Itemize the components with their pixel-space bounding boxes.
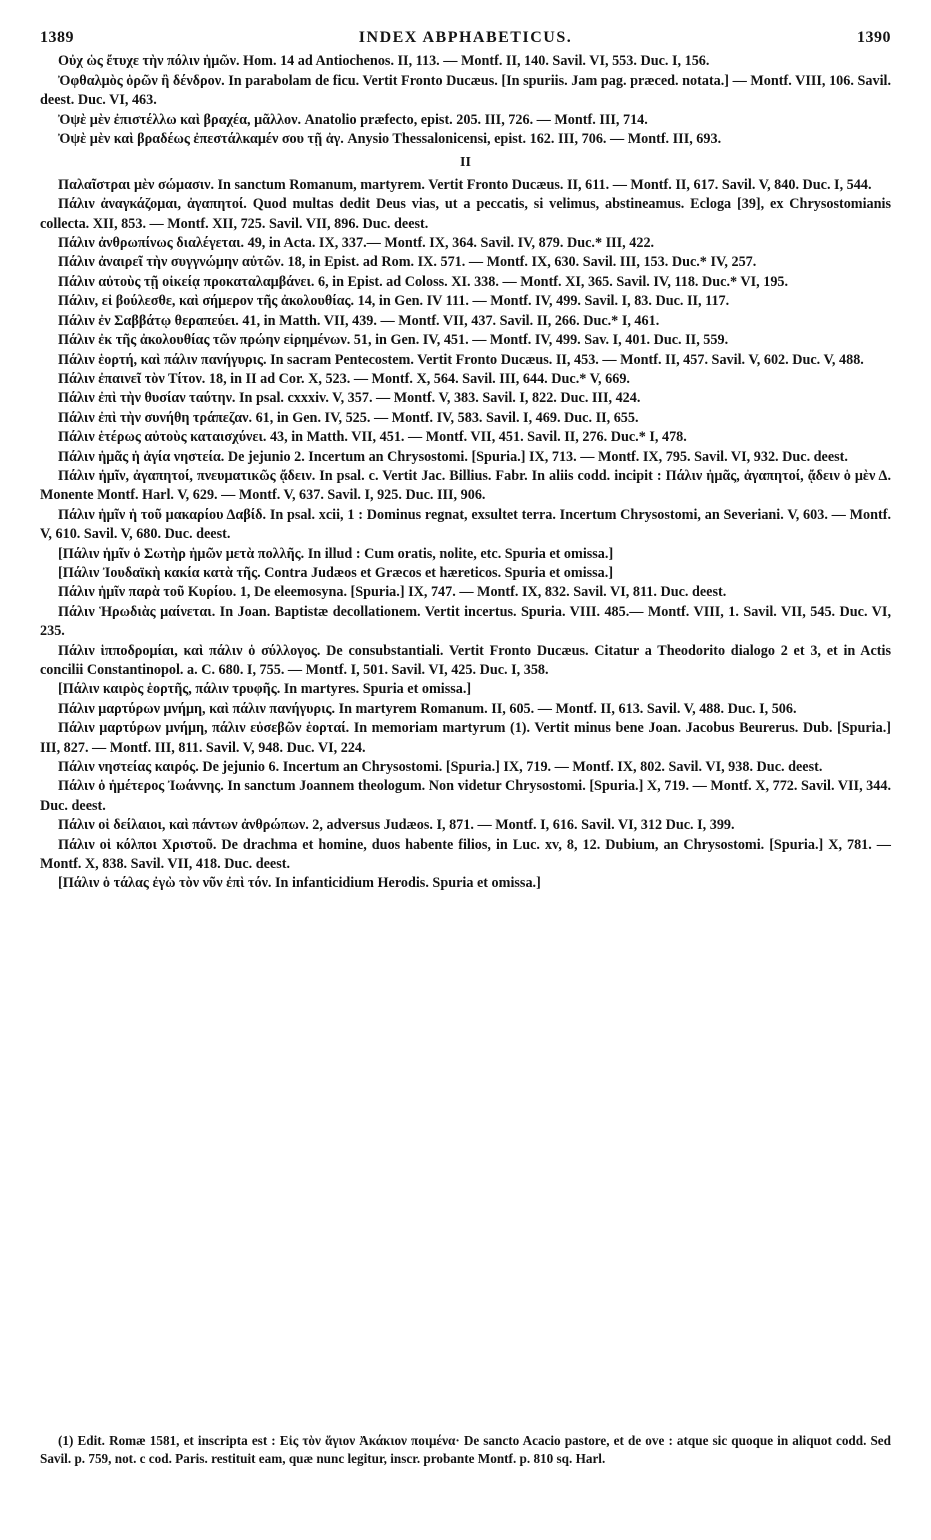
index-entry: [Πάλιν Ἰουδαϊκὴ κακία κατὰ τῆς. Contra Judæos et Græcos et hæreticos. Spuria et omissa.] [58, 564, 614, 581]
index-entry: Πάλιν ἐν Σαββάτῳ θεραπεύει. 41, in Matth. VII, 439. — Montf. VII, 437. Savil. II, 266. Duc.* I, 461. [58, 312, 660, 329]
index-entry: Πάλιν ἑτέρως αὐτοὺς καταισχύνει. 43, in Matth. VII, 451. — Montf. VII, 451. Savil. II, 276. Duc.* I, 478. [58, 429, 687, 446]
index-entry: Πάλιν ἑορτή, καὶ πάλιν πανήγυρις. In sacram Pentecostem. Vertit Fronto Ducæus. II, 453. — Montf. II, 457. Savil. V, 602. Duc. V, 488. [58, 351, 864, 368]
index-entry: Ὀφθαλμὸς ὁρῶν ἢ δένδρον. In parabolam de ficu. Vertit Fronto Ducæus. [In spuriis. Jam pag. præced. notata.] — Montf. VIII, 106. Savil. deest. Duc. VI, 463. [40, 72, 891, 109]
index-entry: Πάλιν ἡμῖν, ἀγαπητοί, πνευματικῶς ᾄδειν. In psal. c. Vertit Jac. Billius. Fabr. In aliis codd. incipit : Πάλιν ἡμᾶς, ἀγαπητοί, ᾄδειν ὁ μὲν Δ. Monente Montf. Harl. V, 629. — Montf. V, 637. Savil. I, 925. Duc. III, 906. [40, 467, 891, 504]
right-page-number: 1390 [857, 29, 891, 46]
left-page-number: 1389 [40, 29, 74, 46]
index-entry: Πάλιν ἐκ τῆς ἀκολουθίας τῶν πρώην εἰρημένων. 51, in Gen. IV, 451. — Montf. IV, 499. Sav. I, 401. Duc. II, 559. [58, 332, 729, 349]
page-title: INDEX ABPHABETICUS. [358, 29, 573, 46]
index-entry: Πάλιν μαρτύρων μνήμη, πάλιν εὐσεβῶν ἑορταί. In memoriam martyrum (1). Vertit minus bene Joan. Jacobus Beurerus. Dub. [Spuria.] III, 827. — Montf. III, 811. Savil. V, 948. Duc. VI, 224. [40, 720, 891, 756]
index-entry: Ὀψὲ μὲν καὶ βραδέως ἐπεστάλκαμέν σου τῇ ἀγ. Anysio Thessalonicensi, epist. 162. III, 706. — Montf. III, 693. [58, 131, 722, 148]
index-entry: Πάλιν ἀναιρεῖ τὴν συγγνώμην αὐτῶν. 18, in Epist. ad Rom. IX. 571. — Montf. IX, 630. Savil. III, 153. Duc.* IV, 257. [58, 254, 757, 271]
index-entry: Πάλιν οἱ δείλαιοι, καὶ πάντων ἀνθρώπων. 2, adversus Judæos. I, 871. — Montf. I, 616. Savil. VI, 312 Duc. I, 399. [58, 817, 735, 834]
index-entry: Πάλιν νηστείας καιρός. De jejunio 6. Incertum an Chrysostomi. [Spuria.] IX, 719. — Montf. IX, 802. Savil. VI, 938. Duc. deest. [58, 759, 823, 776]
index-entry: Πάλιν ἡμᾶς ἡ ἁγία νηστεία. De jejunio 2. Incertum an Chrysostomi. [Spuria.] IX, 713. — Montf. IX, 795. Savil. VI, 932. Duc. deest. [58, 448, 848, 465]
index-entry: Παλαῖστραι μὲν σώμασιν. In sanctum Romanum, martyrem. Vertit Fronto Ducæus. II, 611. — Montf. II, 617. Savil. V, 840. Duc. I, 544. [58, 176, 872, 193]
index-entry: [Πάλιν καιρὸς ἑορτῆς, πάλιν τρυφῆς. In martyres. Spuria et omissa.] [58, 681, 472, 698]
index-entry: Πάλιν ἐπὶ τὴν θυσίαν ταύτην. In psal. cxxxiv. V, 357. — Montf. V, 383. Savil. I, 822. Duc. III, 424. [58, 390, 641, 407]
index-entry: Πάλιν ἀνθρωπίνως διαλέγεται. 49, in Acta. IX, 337.— Montf. IX, 364. Savil. IV, 879. Duc.* III, 422. [58, 235, 655, 252]
index-entry: Πάλιν ἡμῖν παρὰ τοῦ Κυρίου. 1, De eleemosyna. [Spuria.] IX, 747. — Montf. IX, 832. Savil. VI, 811. Duc. deest. [58, 584, 727, 601]
entries-after-section [40, 176, 891, 894]
index-entry: Οὐχ ὡς ἔτυχε τὴν πόλιν ἡμῶν. Hom. 14 ad Antiochenos. II, 113. — Montf. II, 140. Savil. VI, 553. Duc. I, 156. [58, 53, 710, 70]
footnote: (1) Edit. Romæ 1581, et inscripta est : Εἰς τὸν ἅγιον Ἀκάκιον ποιμένα· De sancto Acacio pastore, et de ove : atque sic quoque in aliquot codd. Sed Savil. p. 759, not. c cod. Paris. restituit eam, quæ nunc legitur, inscr. probante Montf. p. 810 sq. Harl. [40, 1433, 891, 1466]
index-entry: Πάλιν Ἡρωδιὰς μαίνεται. In Joan. Baptistæ decollationem. Vertit incertus. Spuria. VIII. 485.— Montf. VIII, 1. Savil. VII, 545. Duc. VI, 235. [40, 603, 891, 640]
index-entry: Πάλιν ἡμῖν ἡ τοῦ μακαρίου Δαβίδ. In psal. xcii, 1 : Dominus regnat, exsultet terra. Incertum Chrysostomi, an Severiani. V, 603. — Montf. V, 610. Savil. V, 680. Duc. deest. [40, 506, 891, 543]
index-entry: [Πάλιν ἡμῖν ὁ Σωτὴρ ἡμῶν μετὰ πολλῆς. In illud : Cum oratis, nolite, etc. Spuria et omissa.] [58, 545, 614, 562]
index-entry: Πάλιν ἐπὶ τὴν συνήθη τράπεζαν. 61, in Gen. IV, 525. — Montf. IV, 583. Savil. I, 469. Duc. II, 655. [58, 409, 639, 426]
index-entry: Πάλιν ἀναγκάζομαι, ἀγαπητοί. Quod multas dedit Deus vias, ut a peccatis, si velimus, abstineamus. Ecloga [39], ex Chrysostomianis collecta. XII, 853. — Montf. XII, 725. Savil. VII, 896. Duc. deest. [40, 196, 891, 232]
index-entry: Πάλιν μαρτύρων μνήμη, καὶ πάλιν πανήγυρις. In martyrem Romanum. II, 605. — Montf. II, 613. Savil. V, 488. Duc. I, 506. [58, 700, 797, 717]
index-entry: Πάλιν ὁ ἡμέτερος Ἰωάννης. In sanctum Joannem theologum. Non videtur Chrysostomi. [Spuria.] X, 719. — Montf. X, 772. Savil. VII, 344. Duc. deest. [40, 778, 891, 814]
footnotes [40, 1432, 891, 1467]
entries-before-section [40, 52, 891, 149]
index-entry: Πάλιν, εἰ βούλεσθε, καὶ σήμερον τῆς ἀκολουθίας. 14, in Gen. IV 111. — Montf. IV, 499. Savil. I, 83. Duc. II, 117. [58, 293, 730, 310]
index-entry: Πάλιν ἱπποδρομίαι, καὶ πάλιν ὁ σύλλογος. De consubstantiali. Vertit Fronto Ducæus. Citatur a Theodorito dialogo 2 et 3, et in Actis concilii Constantinopol. a. C. 680. I, 755. — Montf. I, 501. Savil. VI, 425. Duc. I, 358. [40, 642, 891, 678]
index-entry: Ὀψὲ μὲν ἐπιστέλλω καὶ βραχέα, μᾶλλον. Anatolio præfecto, epist. 205. III, 726. — Montf. III, 714. [58, 111, 648, 128]
index-entry: Πάλιν αὐτοὺς τῇ οἰκείᾳ προκαταλαμβάνει. 6, in Epist. ad Coloss. XI. 338. — Montf. XI, 365. Savil. IV, 118. Duc.* VI, 195. [58, 273, 789, 290]
index-entry: [Πάλιν ὁ τάλας ἐγὼ τὸν νῦν ἐπὶ τόν. In infanticidium Herodis. Spuria et omissa.] [58, 875, 541, 892]
index-entry: Πάλιν οἱ κόλποι Χριστοῦ. De drachma et homine, duos habente filios, in Luc. xv, 8, 12. Dubium, an Chrysostomi. [Spuria.] X, 781. — Montf. X, 838. Savil. VII, 418. Duc. deest. [40, 836, 891, 873]
index-entry: Πάλιν ἐπαινεῖ τὸν Τίτον. 18, in II ad Cor. X, 523. — Montf. X, 564. Savil. III, 644. Duc.* V, 669. [58, 370, 630, 387]
section-letter: II [460, 155, 471, 171]
running-header [40, 28, 891, 47]
